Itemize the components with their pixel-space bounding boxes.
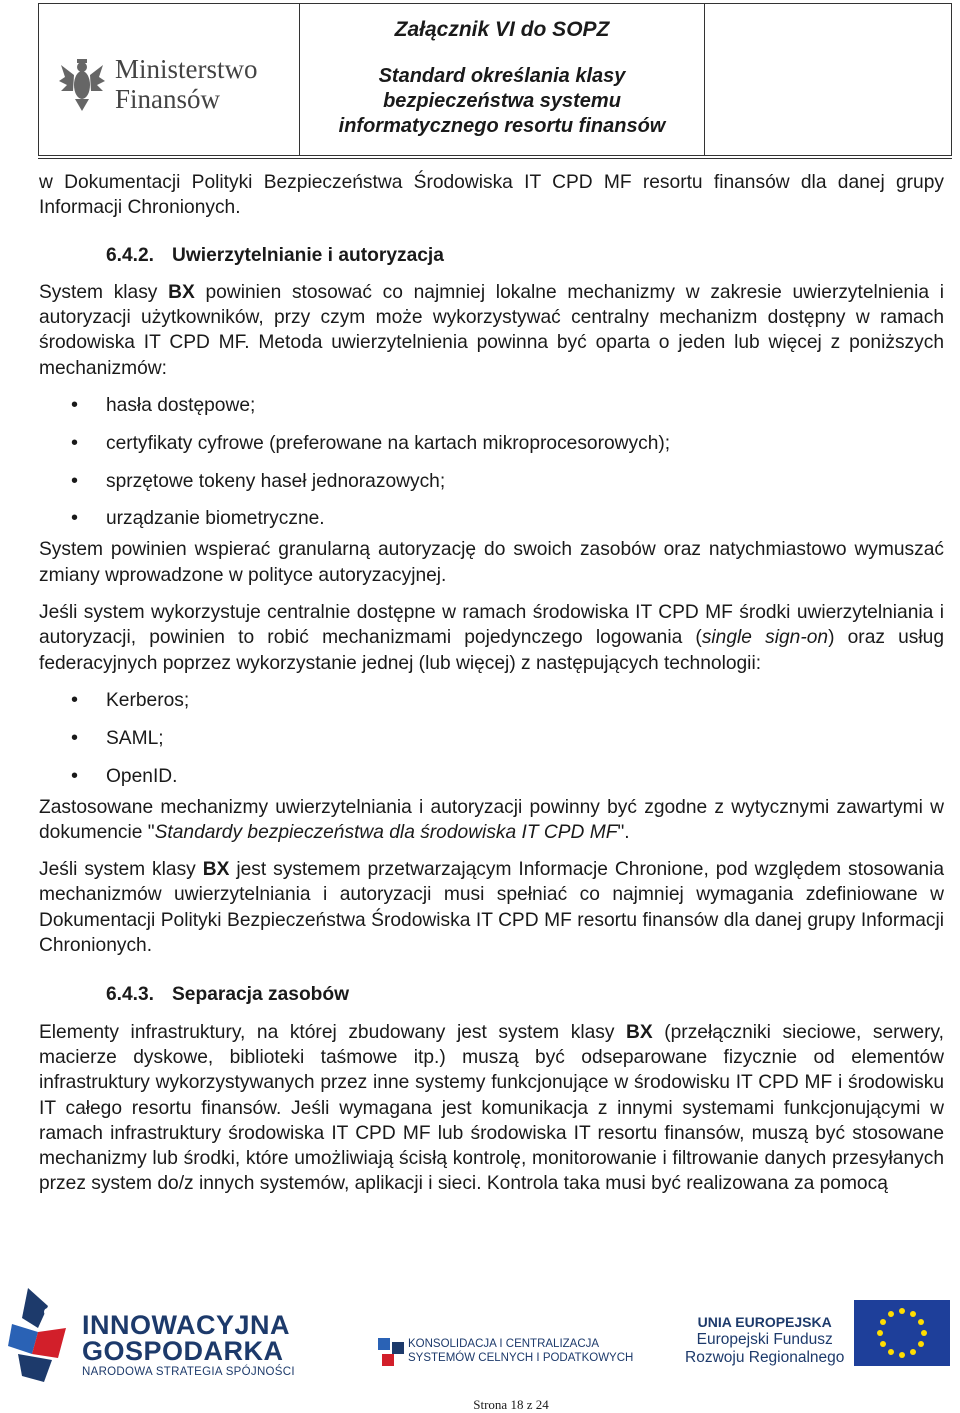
list-item: • hasła dostępowe; — [39, 393, 944, 418]
kons-line1: KONSOLIDACJA I CENTRALIZACJA — [408, 1338, 600, 1350]
header-divider — [38, 158, 952, 159]
eu-text — [685, 1313, 844, 1367]
standard-title-line: bezpieczeństwa systemu — [383, 90, 621, 112]
italic-run: single sign-on — [701, 627, 829, 649]
header-empty-cell — [705, 4, 951, 155]
document-body — [39, 170, 944, 1209]
kons-line2: SYSTEMÓW CELNYCH I PODATKOWYCH — [408, 1352, 634, 1364]
consolidation-logo-icon — [378, 1338, 406, 1368]
section-heading-643 — [106, 982, 944, 1007]
text-run: System klasy — [39, 281, 169, 303]
eu-flag-icon — [854, 1300, 950, 1366]
auth-methods-list — [39, 393, 944, 531]
section-heading-642 — [106, 243, 944, 268]
text-run: (przełączniki sieciowe, serwery, macierze dyskowe, biblioteki taśmowe itp.) muszą być odseparowane fizycznie od elementów infrastruktury wykorzystywanych przez inne systemy funkcjonujące w środowisku IT CPD MF i środowisku IT całego resortu finansów. Jeśli wymagana jest komunikacja z innymi systemami funkcjonującymi w ramach infrastruktury środowiska IT CPD MF lub środowiska IT resortu finansów, muszą być stosowane mechanizmy lub środki, które umożliwiają ścisłą kontrolę, monitorowanie i filtrowanie danych przesyłanych przez system do/z innych systemów, aplikacji i sieci. Kontrola taka musi być realizowana za pomocą — [39, 1021, 944, 1195]
ministry-line1: Ministerstwo — [115, 54, 258, 84]
list-item: • Kerberos; — [39, 688, 944, 713]
eu-title: UNIA EUROPEJSKA — [697, 1314, 832, 1330]
text-run: ) oraz usług federacyjnych poprzez wykorzystanie jednej (lub więcej) z następujących technologii: — [39, 627, 945, 674]
text-run: Zastosowane mechanizmy uwierzytelniania i autoryzacji powinny być zgodne z wytycznymi zawartymi w dokumencie " — [39, 796, 944, 843]
ministry-line2: Finansów — [115, 84, 221, 114]
document-header — [38, 3, 952, 156]
list-item: • OpenID. — [39, 764, 944, 789]
section-number: 6.4.2. — [106, 244, 155, 266]
header-logo-cell — [39, 4, 300, 155]
document-footer — [0, 1280, 960, 1390]
list-item: • SAML; — [39, 726, 944, 751]
eu-line1: Europejski Fundusz — [696, 1331, 833, 1348]
paragraph-separation — [39, 1020, 944, 1197]
list-item: • certyfikaty cyfrowe (preferowane na kartach mikroprocesorowych); — [39, 431, 944, 456]
list-item: • urządzanie biometryczne. — [39, 506, 944, 531]
text-run: Jeśli system wykorzystuje centralnie dostępne w ramach środowiska IT CPD MF środki uwierzytelniania i autoryzacji, powinien to robić mechanizmami pojedynczego logowania ( — [39, 602, 944, 649]
class-label: BX — [168, 281, 195, 303]
attachment-title: Załącznik VI do SOPZ — [394, 18, 610, 41]
text-run: powinien stosować co najmniej lokalne mechanizmy w zakresie uwierzytelnienia i autoryzacji użytkowników, przy czym może wykorzystywać centralny mechanizm dostępny w ramach środowiska IT CPD MF. Metoda uwierzytelnienia powinna być oparta o jeden lub więcej z poniższych mechanizmów: — [39, 281, 944, 379]
text-run: ". — [617, 821, 630, 843]
eagle-emblem-icon — [59, 55, 105, 113]
text-run: jest systemem przetwarzającym Informacje Chronione, pod względem stosowania mechanizmów uwierzytelniania i autoryzacji musi spełniać co najmniej wymagania zdefiniowane w Dokumentacji Polityki Bezpieczeństwa Środowiska IT CPD MF resortu finansów dla danej grupy Informacji Chronionych. — [39, 859, 945, 957]
ig-line1: INNOWACYJNA — [82, 1310, 291, 1340]
paragraph-sso — [39, 600, 944, 676]
paragraph-protected-info — [39, 857, 944, 958]
page-number: Strona 18 z 24 — [473, 1397, 549, 1412]
ig-line2: GOSPODARKA — [82, 1336, 284, 1366]
ministry-name — [115, 54, 258, 114]
text-run: Jeśli system klasy — [39, 859, 203, 881]
section-title: Uwierzytelnianie i autoryzacja — [172, 244, 444, 266]
consolidation-text — [408, 1337, 633, 1365]
intro-paragraph: w Dokumentacji Polityki Bezpieczeństwa Środowiska IT CPD MF resortu finansów dla danej grupy Informacji Chronionych. — [39, 172, 944, 219]
paragraph-guidelines — [39, 795, 944, 846]
standard-title — [300, 64, 704, 139]
text-run: Elementy infrastruktury, na której zbudowany jest system klasy — [39, 1021, 627, 1043]
list-item: • sprzętowe tokeny haseł jednorazowych; — [39, 469, 944, 494]
ig-subtitle: NARODOWA STRATEGIA SPÓJNOŚCI — [82, 1366, 295, 1378]
eu-line2: Rozwoju Regionalnego — [685, 1349, 845, 1366]
paragraph-granular-auth: System powinien wspierać granularną autoryzację do swoich zasobów oraz natychmiastowo wymuszać zmiany wprowadzone w polityce autoryzacyjnej. — [39, 539, 944, 586]
paragraph-auth-mechanisms — [39, 280, 944, 381]
section-title: Separacja zasobów — [172, 984, 350, 1006]
header-title-cell — [300, 4, 705, 155]
innovative-economy-logo-icon — [8, 1288, 72, 1382]
innovative-economy-text — [82, 1312, 295, 1380]
section-number: 6.4.3. — [106, 984, 155, 1006]
class-label: BX — [202, 859, 230, 881]
class-label: BX — [626, 1021, 653, 1043]
ministry-logo — [59, 54, 258, 114]
sso-technologies-list — [39, 688, 944, 789]
italic-run: Standardy bezpieczeństwa dla środowiska IT CPD MF — [154, 821, 618, 843]
standard-title-line: informatycznego resortu finansów — [338, 115, 666, 137]
standard-title-line: Standard określania klasy — [378, 65, 626, 87]
